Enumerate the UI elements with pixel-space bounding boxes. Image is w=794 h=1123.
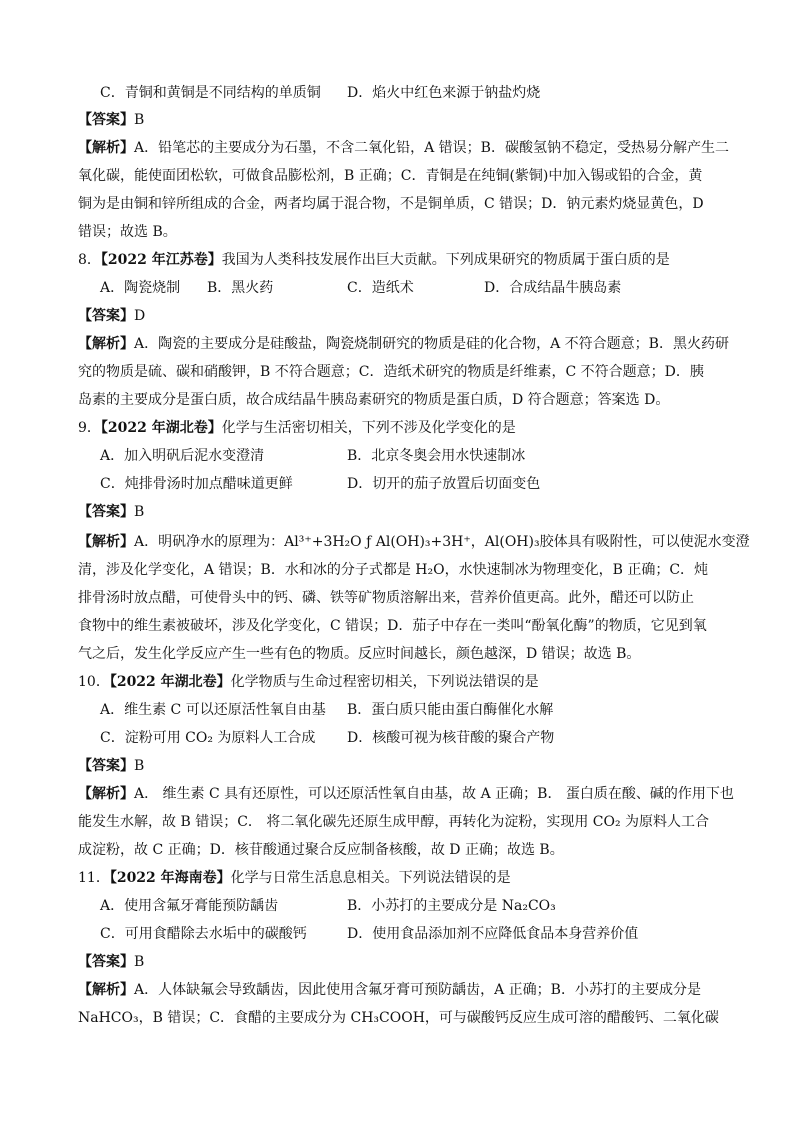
option-item: A．维生素 C 可以还原活性氧自由基 — [100, 702, 326, 718]
answer-line — [78, 304, 734, 328]
text-line: 气之后，发生化学反应产生一些有色的物质。反应时间越长，颜色越深，D 错误；故选 B。 — [78, 646, 641, 662]
chemical-equation: Al³⁺+3H₂O ƒ Al(OH)₃+3H⁺ — [284, 534, 471, 550]
answer-tag: 【答案】 — [78, 308, 134, 324]
question-source: 【2022 年湖北卷】 — [100, 420, 222, 436]
answer-tag: 【答案】 — [78, 112, 134, 128]
question-number: 10． — [78, 674, 110, 690]
option-item: B．小苏打的主要成分是 Na₂CO₃ — [347, 898, 556, 914]
answer-tag: 【答案】 — [78, 758, 134, 774]
answer-tag: 【答案】 — [78, 954, 134, 970]
analysis-line — [78, 530, 750, 554]
question-number: 8． — [78, 252, 101, 268]
option-item: C．淀粉可用 CO₂ 为原料人工合成 — [100, 730, 316, 746]
analysis-text: A．陶瓷的主要成分是硅酸盐，陶瓷烧制研究的物质是硅的化合物，A 不符合题意；B．黑火药研 — [134, 336, 729, 352]
analysis-text: ，Al(OH)₃胶体具有吸附性，可以使泥水变澄 — [470, 534, 750, 550]
option-item: A．使用含氟牙膏能预防龋齿 — [100, 898, 279, 914]
answer-value: D — [134, 308, 146, 324]
text-line: 氧化碳，能使面团松软，可做食品膨松剂，B 正确；C．青铜是在纯铜(紫铜)中加入锡或铅的合金，黄 — [78, 168, 703, 184]
answer-value: B — [134, 504, 145, 520]
analysis-tag: 【解析】 — [78, 336, 134, 352]
option-item: C．青铜和黄铜是不同结构的单质铜 — [100, 85, 321, 101]
analysis-line — [78, 136, 734, 160]
option-item: D．切开的茄子放置后切面变色 — [347, 476, 541, 492]
question-number: 11． — [78, 870, 110, 886]
option-item: C．炖排骨汤时加点醋味道更鲜 — [100, 476, 293, 492]
answer-line — [78, 950, 734, 974]
option-item: C．可用食醋除去水垢中的碳酸钙 — [100, 926, 307, 942]
option-item: D．使用食品添加剂不应降低食品本身营养价值 — [347, 926, 639, 942]
analysis-text: A．明矾净水的原理为： — [134, 534, 285, 550]
question-stem — [78, 866, 734, 890]
question-stem — [78, 248, 734, 272]
option-item: B．蛋白质只能由蛋白酶催化水解 — [347, 702, 554, 718]
answer-value: B — [134, 758, 145, 774]
question-text: 化学物质与生命过程密切相关，下列说法错误的是 — [230, 674, 539, 690]
option-item: A．加入明矾后泥水变澄清 — [100, 448, 265, 464]
text-line: 铜为是由铜和锌所组成的合金，两者均属于混合物，不是铜单质，C 错误；D．钠元素灼烧显黄色，D — [78, 196, 704, 212]
text-line: 究的物质是硫、碳和硝酸钾，B 不符合题意；C．造纸术研究的物质是纤维素，C 不符合题意；D．胰 — [78, 364, 704, 380]
question-source: 【2022 年湖北卷】 — [109, 674, 231, 690]
text-line: 食物中的维生素被破坏，涉及化学变化，C 错误；D．茄子中存在一类叫“酚氧化酶”的物质，它见到氧 — [78, 618, 707, 634]
analysis-tag: 【解析】 — [78, 982, 134, 998]
answer-value: B — [134, 112, 145, 128]
analysis-line — [78, 332, 734, 356]
analysis-text: A．人体缺氟会导致龋齿，因此使用含氟牙膏可预防龋齿，A 正确；B．小苏打的主要成分是 — [134, 982, 701, 998]
text-line: 成淀粉，故 C 正确；D．核苷酸通过聚合反应制备核酸，故 D 正确；故选 B。 — [78, 842, 564, 858]
option-item: A．陶瓷烧制 — [100, 280, 181, 296]
question-stem — [78, 416, 734, 440]
analysis-text: A．铅笔芯的主要成分为石墨，不含二氧化铅，A 错误；B．碳酸氢钠不稳定，受热易分解产生二 — [134, 140, 729, 156]
answer-value: B — [134, 954, 145, 970]
analysis-tag: 【解析】 — [78, 140, 134, 156]
answer-line — [78, 108, 734, 132]
text-line: 岛素的主要成分是蛋白质，故合成结晶牛胰岛素研究的物质是蛋白质，D 符合题意；答案选 D。 — [78, 392, 670, 408]
question-source: 【2022 年海南卷】 — [109, 870, 231, 886]
text-line: NaHCO₃，B 错误；C．食醋的主要成分为 CH₃COOH，可与碳酸钙反应生成可溶的醋酸钙、二氧化碳 — [78, 1010, 719, 1026]
option-item: D．核酸可视为核苷酸的聚合产物 — [347, 730, 555, 746]
question-text: 化学与日常生活息息相关。下列说法错误的是 — [230, 870, 511, 886]
option-item: D．焰火中红色来源于钠盐灼烧 — [347, 85, 541, 101]
question-number: 9． — [78, 420, 101, 436]
analysis-tag: 【解析】 — [78, 534, 134, 550]
answer-tag: 【答案】 — [78, 504, 134, 520]
question-stem — [78, 670, 734, 694]
analysis-line — [78, 782, 734, 806]
option-item: D．合成结晶牛胰岛素 — [484, 280, 622, 296]
text-line: 排骨汤时放点醋，可使骨头中的钙、磷、铁等矿物质溶解出来，营养价值更高。此外，醋还可以防止 — [78, 590, 694, 606]
option-item: B．黑火药 — [207, 280, 274, 296]
question-text: 化学与生活密切相关，下列不涉及化学变化的是 — [221, 420, 516, 436]
option-item: B．北京冬奥会用水快速制冰 — [347, 448, 526, 464]
question-text: 我国为人类科技发展作出巨大贡献。下列成果研究的物质属于蛋白质的是 — [221, 252, 670, 268]
text-line: 错误；故选 B。 — [78, 224, 177, 240]
option-item: C．造纸术 — [347, 280, 414, 296]
analysis-text: A． 维生素 C 具有还原性，可以还原活性氧自由基，故 A 正确；B． 蛋白质在酸、碱的作用下也 — [134, 786, 734, 802]
question-source: 【2022 年江苏卷】 — [100, 252, 222, 268]
answer-line — [78, 500, 734, 524]
answer-line — [78, 754, 734, 778]
analysis-tag: 【解析】 — [78, 786, 134, 802]
text-line: 能发生水解，故 B 错误；C． 将二氧化碳先还原生成甲醇，再转化为淀粉，实现用 CO₂ 为原料人工合 — [78, 814, 710, 830]
text-line: 清，涉及化学变化，A 错误；B．水和冰的分子式都是 H₂O，水快速制冰为物理变化，B 正确；C．炖 — [78, 562, 709, 578]
analysis-line — [78, 978, 734, 1002]
